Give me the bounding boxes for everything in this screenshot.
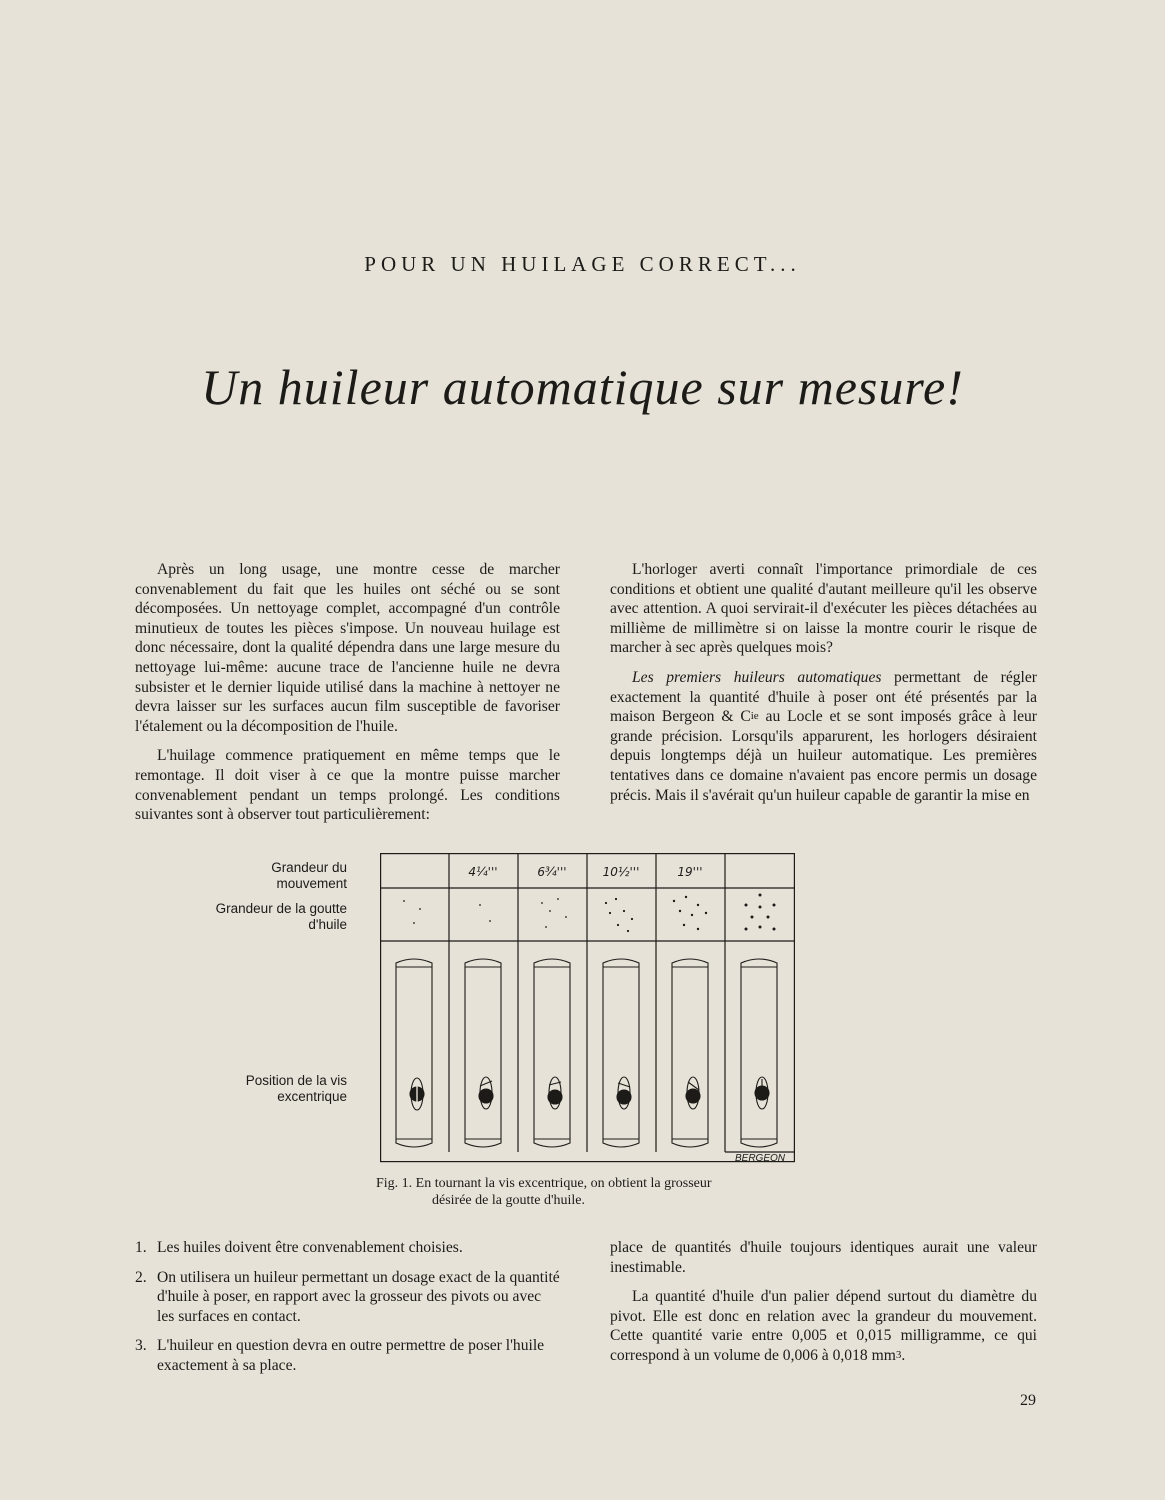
emphasis: Les premiers huileurs automatiques	[632, 668, 882, 686]
size-label: 4¼'''	[468, 865, 498, 879]
row-label-drop: Grandeur de la goutte d'huile	[215, 901, 347, 932]
row-label-size: Grandeur du mouvement	[271, 860, 347, 891]
size-label: 19'''	[677, 865, 703, 879]
list-number: 1.	[135, 1239, 147, 1256]
article-headline: Un huileur automatique sur mesure!	[201, 359, 964, 415]
text-span: permettant de régler exactement la quantité d'huile à poser ont été présentés par la maison Bergeon & C	[610, 668, 1037, 726]
column-left-bottom	[135, 1238, 560, 1386]
column-right-bottom	[610, 1238, 1037, 1376]
conditions-list	[135, 1238, 560, 1376]
paragraph: L'horloger averti connaît l'importance primordiale de ces conditions et obtient une qualité d'autant meilleure qu'il les observe avec attention. A quoi servirait-il d'exécuter les pièces détachées au millième de millimètre si on laisse la montre courir le risque de marcher à sec après quelques mois?	[610, 561, 1037, 657]
paragraph	[610, 668, 1037, 805]
oiler-figure	[380, 853, 795, 1163]
paragraph: L'huilage commence pratiquement en même temps que le remontage. Il doit viser à ce que la montre puisse marcher convenablement pendant un temps prolongé. Les conditions suivantes sont à observer tout particulièrement:	[135, 747, 560, 824]
size-label: 6¾'''	[537, 865, 567, 879]
column-left-top	[135, 560, 560, 835]
caption-line: Fig. 1. En tournant la vis excentrique, on obtient la grosseur	[376, 1176, 712, 1191]
row-label-position: Position de la vis excentrique	[245, 1073, 347, 1104]
size-label: 10½'''	[602, 865, 640, 879]
paragraph	[610, 1287, 1037, 1365]
list-text: L'huileur en question devra en outre permettre de poser l'huile exactement à sa place.	[157, 1337, 545, 1374]
paragraph: place de quantités d'huile toujours identiques aurait une valeur inestimable.	[610, 1239, 1037, 1276]
list-item	[135, 1268, 560, 1327]
text-span: .	[901, 1346, 906, 1364]
superscript: 3	[895, 1348, 902, 1361]
paragraph: Après un long usage, une montre cesse de marcher convenablement du fait que les huiles ont séché ou se sont décomposées. Un nettoyage complet, accompagné d'un contrôle minutieux de toutes les pièces s'impose. Un nouveau huilage est donc nécessaire, dont la qualité dépendra dans une large mesure du nettoyage lui-même: aucune trace de l'ancienne huile ne devra subsister et le dernier liquide utilisé dans la machine à nettoyer ne devra laisser sur les surfaces aucun film susceptible de favoriser l'étalement ou la décomposition de l'huile.	[135, 561, 560, 735]
list-item	[135, 1238, 560, 1258]
column-right-top	[610, 560, 1037, 815]
text-span: au Locle et se sont imposés grâce à leur grande précision. Lorsqu'ils apparurent, les horlogers désiraient depuis longtemps déjà un huileur automatique. Les premières tentatives dans ce domaine n'avaient pas encore permis un dosage précis. Mais il s'avérait qu'un huileur capable de garantir la mise en	[610, 708, 1037, 804]
superscript: ie	[750, 710, 759, 723]
brand-label: BERGEON	[734, 1153, 786, 1163]
caption-line: désirée de la goutte d'huile.	[432, 1193, 585, 1208]
list-text: On utilisera un huileur permettant un dosage exact de la quantité d'huile à poser, en rapport avec la grosseur des pivots ou avec les surfaces en contact.	[157, 1268, 560, 1325]
list-number: 2.	[135, 1268, 147, 1286]
text-span: La quantité d'huile d'un palier dépend surtout du diamètre du pivot. Elle est donc en relation avec la grandeur du mouvement. Cette quantité varie entre 0,005 et 0,015 milligramme, ce qui correspond à un volume de 0,006 à 0,018 mm	[610, 1288, 1037, 1364]
list-number: 3.	[135, 1337, 147, 1355]
list-item	[135, 1336, 560, 1375]
figure-caption	[376, 1175, 816, 1209]
page-number: 29	[1020, 1392, 1036, 1409]
kicker-title: POUR UN HUILAGE CORRECT...	[364, 252, 801, 276]
list-text: Les huiles doivent être convenablement choisies.	[157, 1239, 463, 1256]
